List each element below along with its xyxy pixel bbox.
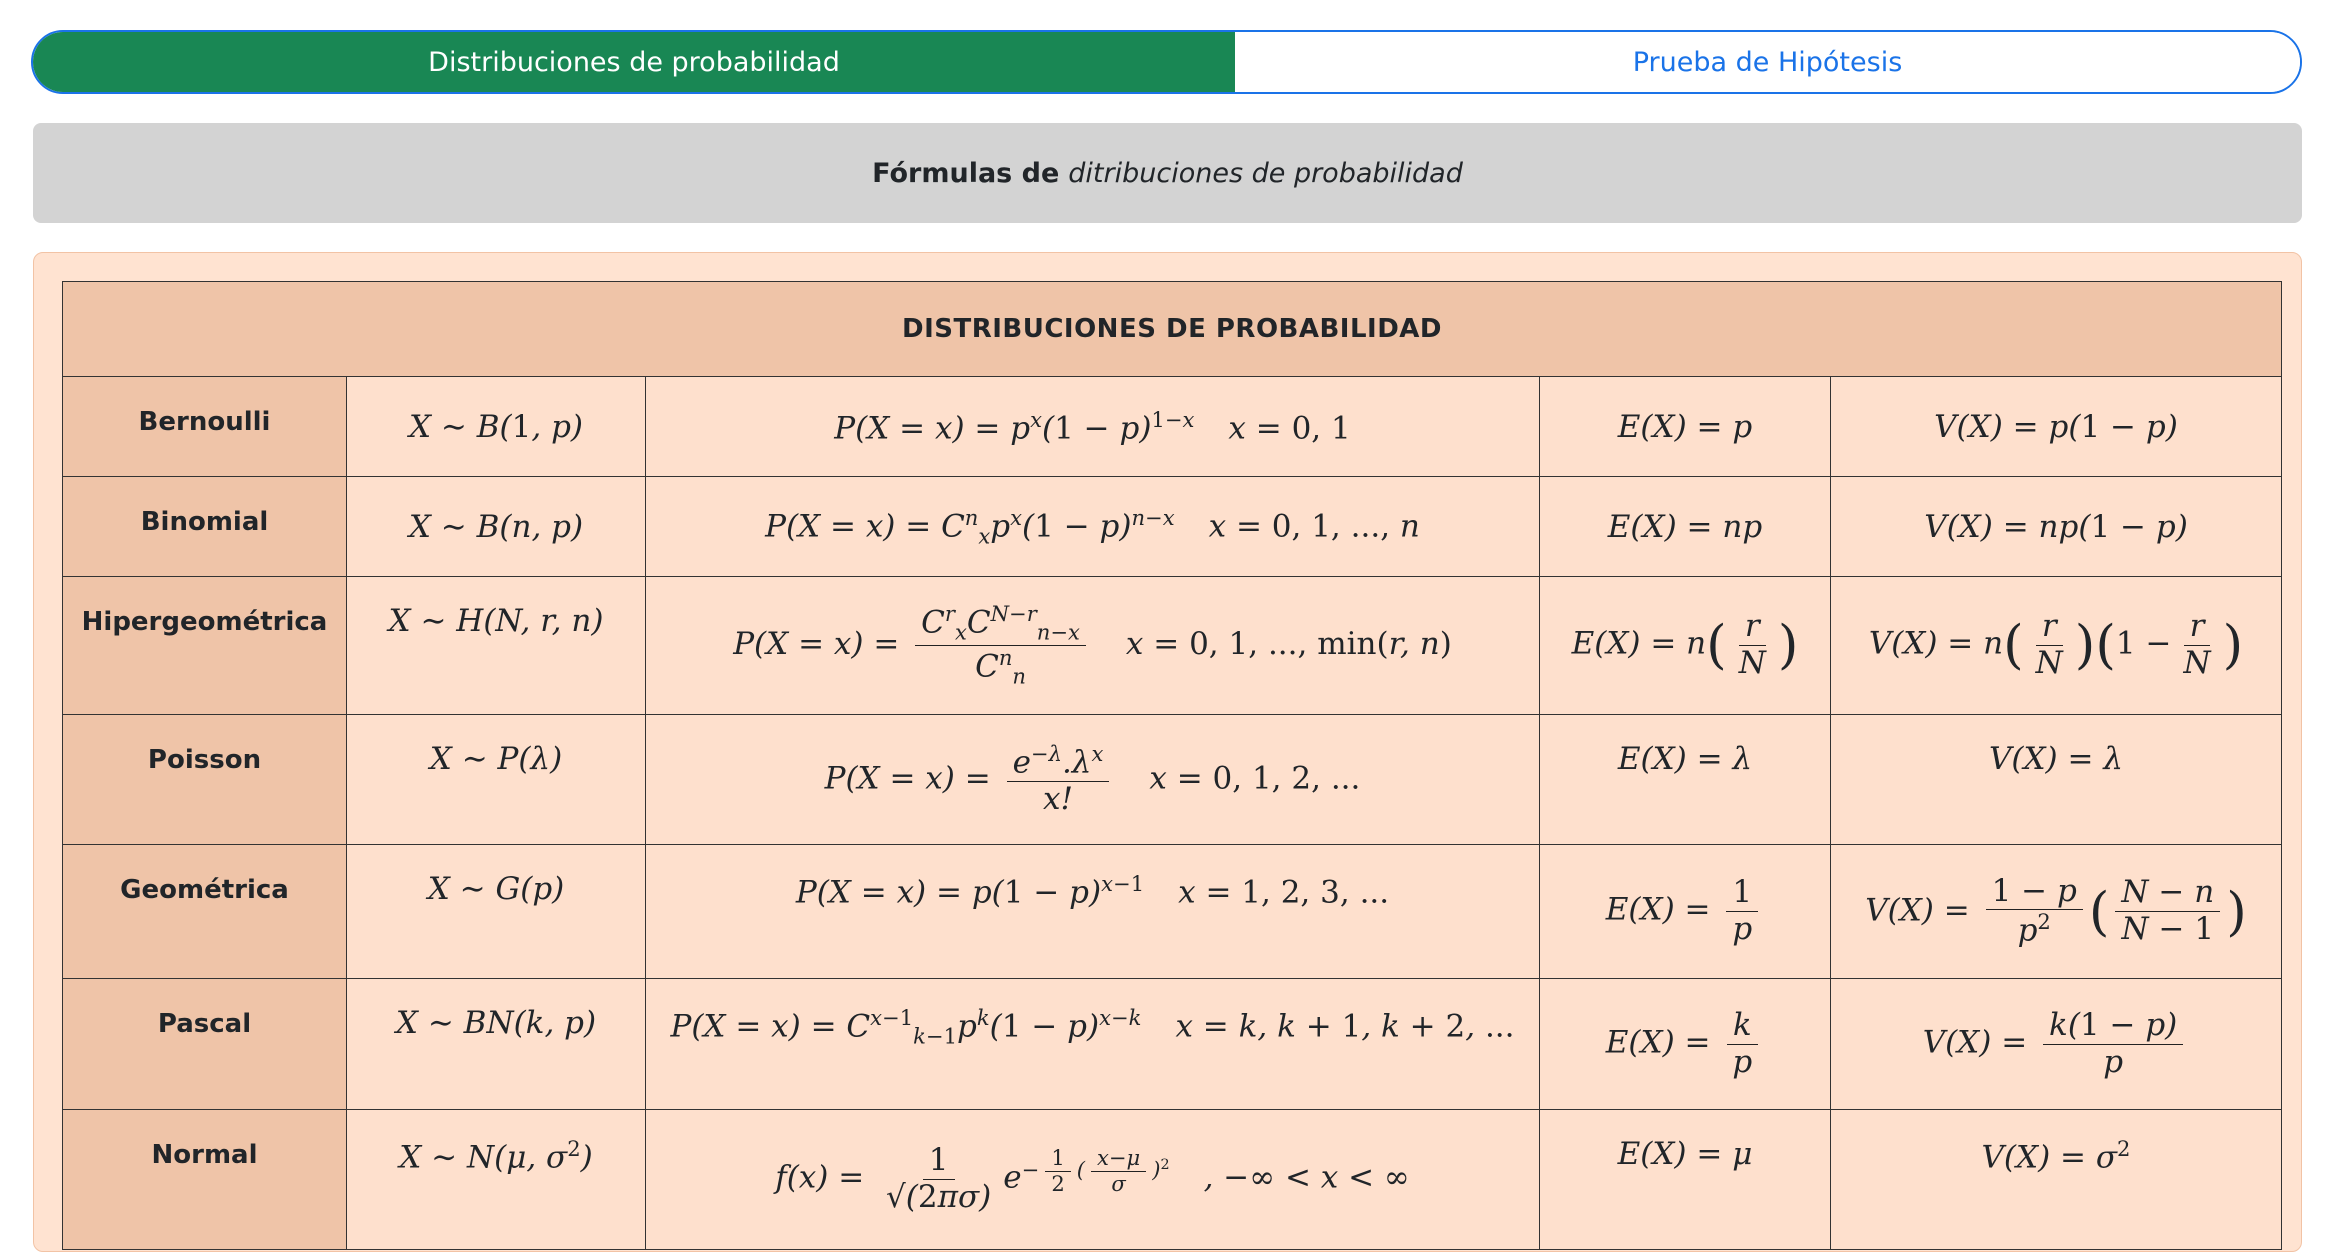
mean-bernoulli: E(X) = p: [1540, 377, 1831, 477]
pmf-pascal: $P(X = x) = C^{x-1}_{k-1}p^k(1 - p)^{x-k}$ x = k, k + 1, k + 2, ...: [646, 979, 1540, 1110]
row-name-hipergeometrica: Hipergeométrica: [63, 577, 347, 715]
table-row: [63, 1110, 2282, 1250]
row-name-binomial: Binomial: [63, 477, 347, 577]
row-name-poisson: Poisson: [63, 715, 347, 845]
table-row: [63, 715, 2282, 845]
variance-poisson: V(X) = λ: [1831, 715, 2282, 845]
notation-poisson: X ∼ P(λ): [347, 715, 646, 845]
mean-normal: E(X) = μ: [1540, 1110, 1831, 1250]
table-row: [63, 979, 2282, 1110]
notation-hipergeometrica: X ∼ H(N, r, n): [347, 577, 646, 715]
row-name-bernoulli: Bernoulli: [63, 377, 347, 477]
row-name-pascal: Pascal: [63, 979, 347, 1110]
mean-pascal: E(X) = $\frac{k}{p}$: [1540, 979, 1831, 1110]
distribution-tabs: [31, 30, 2302, 94]
pmf-hipergeometrica: P(X = x) = $\frac{C^r_xC^{N-r}_{n-x}}{C^n_n}$ x = 0, 1, ..., min(r, n): [646, 577, 1540, 715]
mean-hipergeometrica: E(X) = n( $\frac{r}{N}$ ): [1540, 577, 1831, 715]
variance-binomial: V(X) = np(1 − p): [1831, 477, 2282, 577]
notation-bernoulli: X ∼ B(1, p): [347, 377, 646, 477]
tab-distribuciones[interactable]: Distribuciones de probabilidad: [33, 32, 1235, 92]
variance-geometrica: V(X) = $\frac{1 - p}{p^2}$ ( $\frac{N - n}{N - 1}$ ): [1831, 845, 2282, 979]
banner-italic-text: ditribuciones de probabilidad: [1068, 157, 1463, 189]
pmf-poisson: P(X = x) = $\frac{e^{-\lambda}.\lambda^x}{x!}$ x = 0, 1, 2, ...: [646, 715, 1540, 845]
table-row: [63, 845, 2282, 979]
mean-poisson: E(X) = λ: [1540, 715, 1831, 845]
notation-pascal: X ∼ BN(k, p): [347, 979, 646, 1110]
row-name-normal: Normal: [63, 1110, 347, 1250]
table-row: [63, 377, 2282, 477]
pmf-binomial: $P(X = x) = C^n_xp^x(1 - p)^{n-x}$ x = 0, 1, ..., n: [646, 477, 1540, 577]
mean-binomial: E(X) = np: [1540, 477, 1831, 577]
pmf-geometrica: $P(X = x) = p(1 - p)^{x-1}$ x = 1, 2, 3, ...: [646, 845, 1540, 979]
notation-normal: X ∼ N(μ, $\sigma^2$): [347, 1110, 646, 1250]
variance-hipergeometrica: V(X) = n( $\frac{r}{N}$ )(1 − $\frac{r}{N}$ ): [1831, 577, 2282, 715]
distributions-table: [62, 281, 2282, 1250]
tab-prueba-hipotesis[interactable]: Prueba de Hipótesis: [1235, 32, 2300, 92]
variance-pascal: V(X) = $\frac{k(1 - p)}{p}$: [1831, 979, 2282, 1110]
notation-binomial: X ∼ B(n, p): [347, 477, 646, 577]
row-name-geometrica: Geométrica: [63, 845, 347, 979]
mean-geometrica: E(X) = $\frac{1}{p}$: [1540, 845, 1831, 979]
pdf-normal: f(x) = $\frac{1}{√(2\pi\sigma)}$ $e^{- \frac{1}{2} ( \frac{x-\mu}{\sigma} )^2}$ , −∞ < x < ∞: [646, 1110, 1540, 1250]
banner-bold-text: Fórmulas de: [872, 157, 1060, 189]
table-row: [63, 477, 2282, 577]
pmf-bernoulli: $P(X = x) = p^x(1 - p)^{1-x}$ x = 0, 1: [646, 377, 1540, 477]
variance-normal: $V(X) = \sigma^2$: [1831, 1110, 2282, 1250]
table-row: [63, 577, 2282, 715]
variance-bernoulli: V(X) = p(1 − p): [1831, 377, 2282, 477]
table-title: DISTRIBUCIONES DE PROBABILIDAD: [63, 282, 2282, 377]
notation-geometrica: X ∼ G(p): [347, 845, 646, 979]
formulas-banner: [33, 123, 2302, 223]
